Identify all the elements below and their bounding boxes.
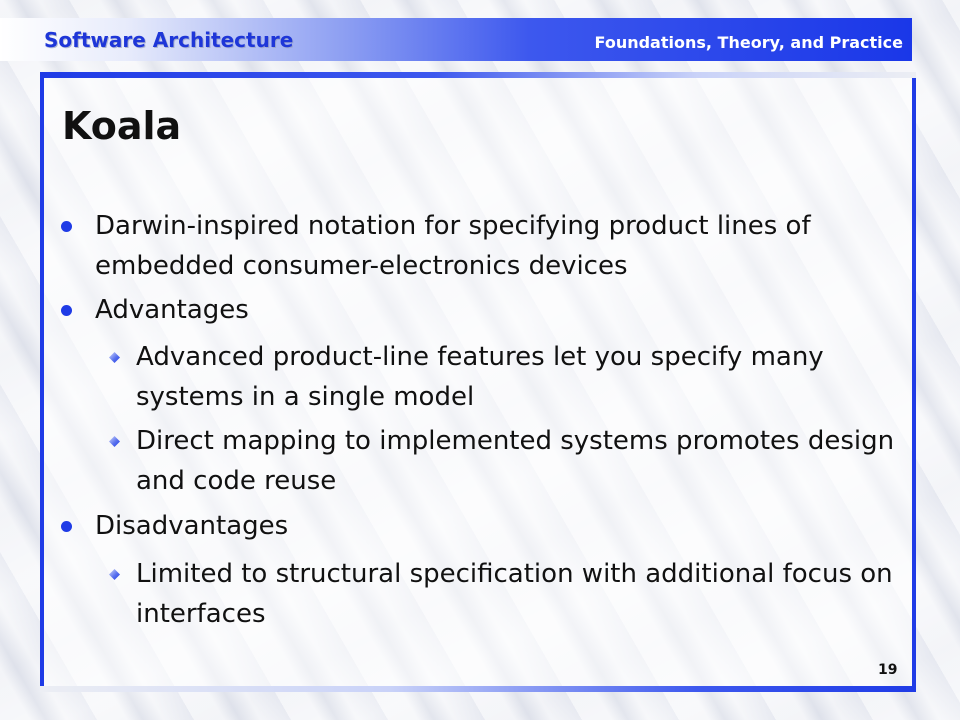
bullet-dot-icon [61,221,72,232]
sub-bullet-item [136,337,896,417]
sub-bullet-text: Direct mapping to implemented systems promotes design and code reuse [136,426,895,496]
bullet-item [95,206,895,286]
bullet-dot-icon [61,521,72,532]
bullet-text: Advantages [95,295,249,325]
slide-title: Koala [62,104,182,148]
sub-bullet-item [136,554,896,634]
bullet-text: Disadvantages [95,511,289,541]
course-title: Software Architecture [44,28,294,52]
bullet-item [95,506,895,546]
sub-bullet-item [136,421,896,501]
bullet-dot-icon [61,305,72,316]
bullet-item [95,290,895,330]
frame-top-edge [40,72,916,78]
sub-bullet-text: Limited to structural specification with additional focus on interfaces [136,559,893,629]
bullet-text: Darwin-inspired notation for specifying product lines of embedded consumer-electronics devices [95,211,811,281]
course-subtitle: Foundations, Theory, and Practice [594,33,903,52]
sub-bullet-text: Advanced product-line features let you specify many systems in a single model [136,342,824,412]
frame-bottom-edge [40,686,916,692]
page-number: 19 [878,662,898,678]
